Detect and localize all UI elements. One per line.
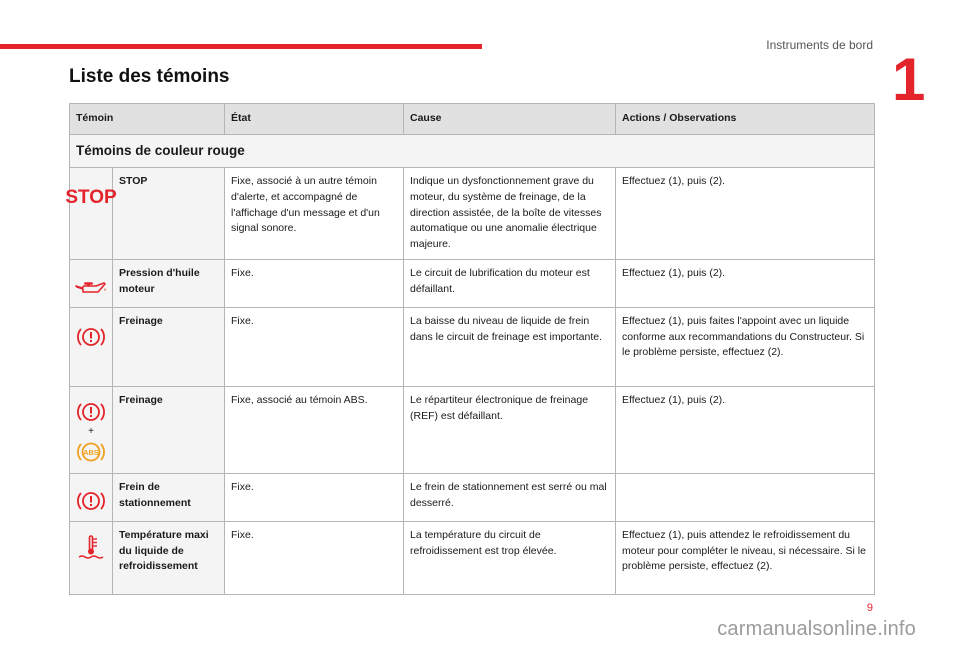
cause-cell: Le circuit de lubrification du moteur est défaillant. <box>404 259 616 307</box>
column-header-cause: Cause <box>404 104 616 135</box>
icon-cell <box>70 473 113 521</box>
state-cell: Fixe. <box>225 521 404 594</box>
table-row <box>70 307 875 386</box>
column-header-temoin: Témoin <box>70 104 225 135</box>
witness-label: Température maxi du liquide de refroidissement <box>113 521 225 594</box>
section-heading: Témoins de couleur rouge <box>70 134 875 167</box>
state-cell: Fixe, associé à un autre témoin d'alerte, et accompagné de l'affichage d'un message et d'un signal sonore. <box>225 168 404 260</box>
brake-warning-icon <box>75 324 107 350</box>
page-number: 9 <box>866 602 873 614</box>
chapter-number: 1 <box>892 46 926 113</box>
icon-cell <box>70 521 113 594</box>
action-cell: Effectuez (1), puis faites l'appoint avec un liquide conforme aux recommandations du Constructeur. Si le problème persiste, effectuez (2). <box>616 307 875 386</box>
icon-cell <box>70 386 113 473</box>
state-cell: Fixe. <box>225 307 404 386</box>
abs-icon-text: ABS <box>83 447 99 457</box>
action-cell: Effectuez (1), puis (2). <box>616 386 875 473</box>
header-accent-bar <box>0 44 482 49</box>
cause-cell: Indique un dysfonctionnement grave du moteur, du système de freinage, de la direction assistée, de la boîte de vitesses automatique ou une anomalie électrique majeure. <box>404 168 616 260</box>
header-section-title: Instruments de bord <box>766 38 873 52</box>
section-row <box>70 134 875 167</box>
column-header-actions: Actions / Observations <box>616 104 875 135</box>
icon-cell <box>70 259 113 307</box>
table-header-row <box>70 104 875 135</box>
cause-cell: Le frein de stationnement est serré ou mal desserré. <box>404 473 616 521</box>
witness-label: STOP <box>113 168 225 260</box>
witness-label: Freinage <box>113 307 225 386</box>
page-title: Liste des témoins <box>69 66 230 87</box>
icon-cell <box>70 307 113 386</box>
stop-icon-text: STOP <box>65 187 117 208</box>
cause-cell: La température du circuit de refroidissement est trop élevée. <box>404 521 616 594</box>
action-cell: Effectuez (1), puis (2). <box>616 259 875 307</box>
action-cell: Effectuez (1), puis attendez le refroidissement du moteur pour compléter le niveau, si nécessaire. Si le problème persiste, effectuez (2). <box>616 521 875 594</box>
abs-icon <box>75 439 107 465</box>
warning-lights-table <box>65 103 875 595</box>
state-cell: Fixe, associé au témoin ABS. <box>225 386 404 473</box>
action-cell <box>616 473 875 521</box>
oil-can-icon <box>74 280 108 296</box>
column-header-etat: État <box>225 104 404 135</box>
brake-warning-icon <box>75 399 107 425</box>
icon-cell <box>65 168 117 260</box>
action-cell: Effectuez (1), puis (2). <box>616 168 875 260</box>
cause-cell: Le répartiteur électronique de freinage (REF) est défaillant. <box>404 386 616 473</box>
coolant-temperature-icon <box>76 534 106 562</box>
table-row <box>70 386 875 473</box>
witness-label: Frein de stationnement <box>113 473 225 521</box>
stop-icon <box>65 186 117 208</box>
parking-brake-icon <box>75 488 107 514</box>
table-row <box>70 473 875 521</box>
state-cell: Fixe. <box>225 259 404 307</box>
footer-watermark: carmanualsonline.info <box>717 618 916 640</box>
plus-sign: + <box>88 425 94 437</box>
table-row <box>70 521 875 594</box>
state-cell: Fixe. <box>225 473 404 521</box>
table-row <box>70 168 875 260</box>
table-row <box>70 259 875 307</box>
witness-label: Freinage <box>113 386 225 473</box>
witness-label: Pression d'huile moteur <box>113 259 225 307</box>
cause-cell: La baisse du niveau de liquide de frein dans le circuit de freinage est importante. <box>404 307 616 386</box>
